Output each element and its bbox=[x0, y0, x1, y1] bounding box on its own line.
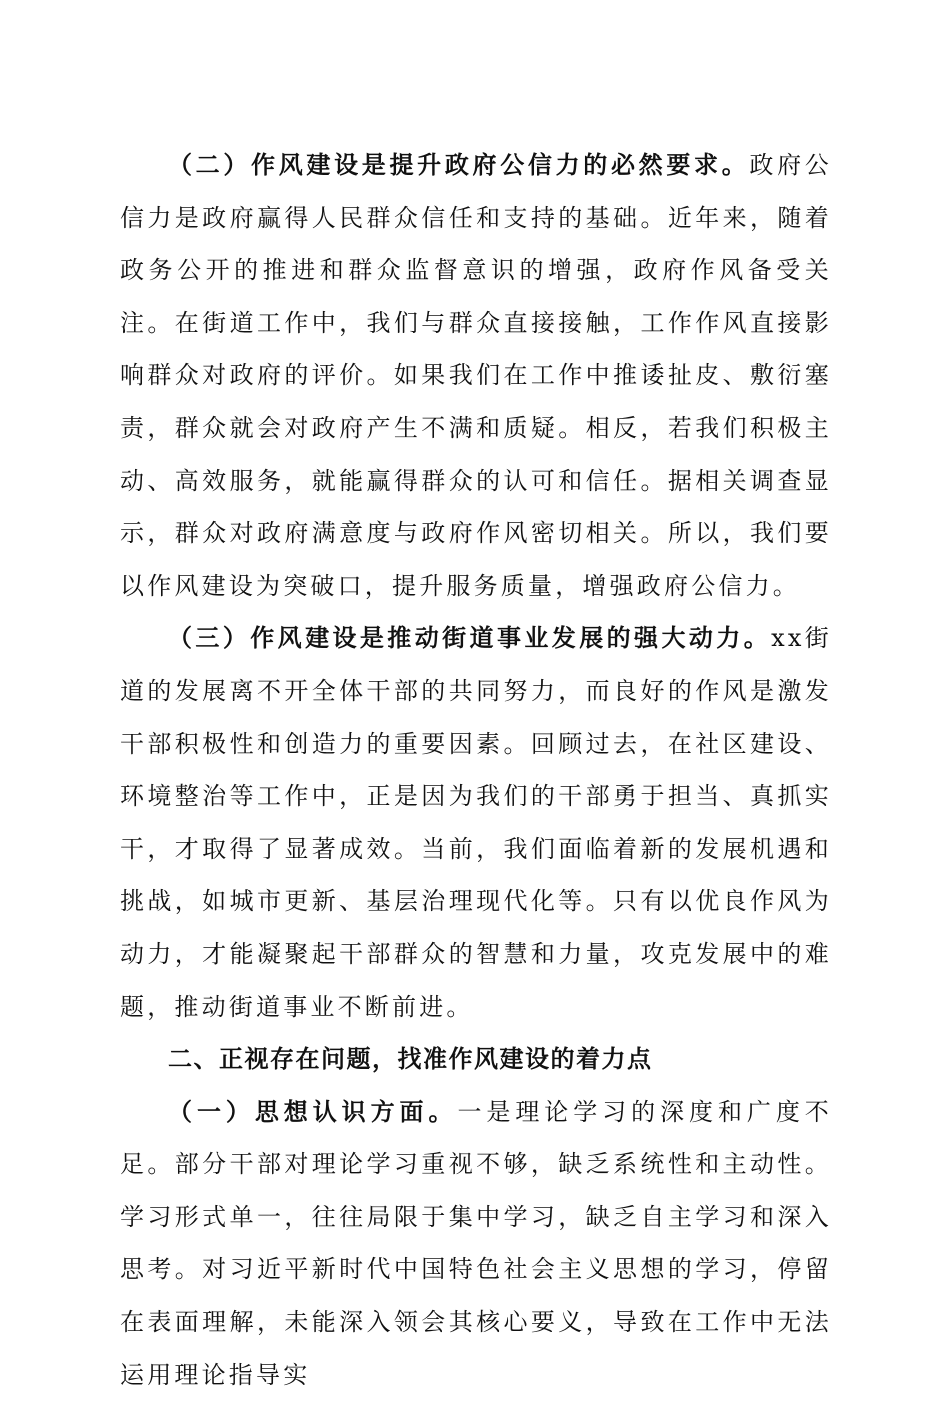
paragraph-text: 政府公信力是政府赢得人民群众信任和支持的基础。近年来，随着政务公开的推进和群众监督意识的增强，政府作风备受关注。在街道工作中，我们与群众直接接触，工作作风直接影响群众对政府的评价。如果我们在工作中推诿扯皮、敷衍塞责，群众就会对政府产生不满和质疑。相反，若我们积极主动、高效服务，就能赢得群众的认可和信任。据相关调查显示，群众对政府满意度与政府作风密切相关。所以，我们要以作风建设为突破口，提升服务质量，增强政府公信力。 bbox=[120, 151, 832, 600]
paragraph-government-credibility bbox=[120, 139, 832, 612]
paragraph-lead: （一）思想认识方面。 bbox=[168, 1097, 458, 1126]
document-body bbox=[120, 139, 832, 1401]
section-heading: 二、正视存在问题，找准作风建设的着力点 bbox=[168, 1045, 653, 1074]
paragraph-street-development bbox=[120, 612, 832, 1033]
paragraph-text: xx街道的发展离不开全体干部的共同努力，而良好的作风是激发干部积极性和创造力的重要因素。回顾过去，在社区建设、环境整治等工作中，正是因为我们的干部勇于担当、真抓实干，才取得了显著成效。当前，我们面临着新的发展机遇和挑战，如城市更新、基层治理现代化等。只有以优良作风为动力，才能凝聚起干部群众的智慧和力量，攻克发展中的难题，推动街道事业不断前进。 bbox=[120, 624, 832, 1021]
paragraph-ideological-awareness bbox=[120, 1086, 832, 1401]
paragraph-lead: （二）作风建设是提升政府公信力的必然要求。 bbox=[168, 151, 750, 179]
paragraph-lead: （三）作风建设是推动街道事业发展的强大动力。 bbox=[168, 624, 772, 653]
paragraph-text: 一是理论学习的深度和广度不足。部分干部对理论学习重视不够，缺乏系统性和主动性。学习形式单一，往往局限于集中学习，缺乏自主学习和深入思考。对习近平新时代中国特色社会主义思想的学习，停留在表面理解，未能深入领会其核心要义，导致在工作中无法运用理论指导实 bbox=[120, 1097, 832, 1389]
